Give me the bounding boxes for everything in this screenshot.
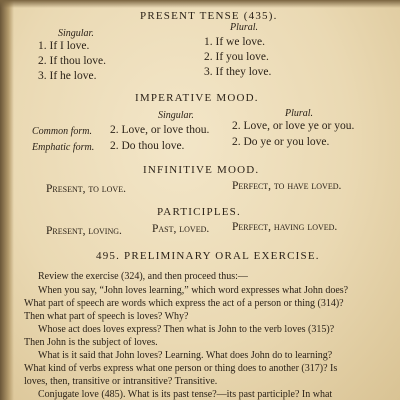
exercise-line-10: Conjugate love (485). What is its past tense?—its past participle? In what — [38, 389, 333, 400]
exercise-line-4: Then what part of speech is loves? Why? — [24, 311, 189, 322]
present-singular-3: 3. If he love. — [38, 70, 97, 82]
present-singular-label: Singular. — [58, 28, 94, 39]
present-plural-3: 3. If they love. — [204, 66, 272, 78]
present-plural-1: 1. If we love. — [204, 36, 265, 48]
present-tense-heading: PRESENT TENSE (435). — [140, 10, 278, 22]
common-form-label: Common form. — [32, 126, 93, 137]
present-singular-2: 2. If thou love. — [38, 55, 107, 67]
imperative-singular-label: Singular. — [158, 110, 194, 121]
exercise-line-3: What part of speech are words which express the act of a person or thing (314)? — [24, 298, 344, 309]
imperative-heading: IMPERATIVE MOOD. — [135, 92, 259, 104]
participle-past: Past, loved. — [152, 223, 210, 235]
page-gutter-shadow — [0, 0, 14, 400]
emphatic-singular: 2. Do thou love. — [110, 140, 185, 152]
infinitive-perfect: Perfect, to have loved. — [232, 180, 342, 192]
participles-heading: PARTICIPLES. — [157, 206, 241, 218]
infinitive-present: Present, to love. — [46, 183, 126, 195]
exercise-line-2: When you say, “John loves learning,” which word expresses what John does? — [38, 285, 349, 296]
exercise-line-8: What kind of verbs express what one person or thing does to another (317)? Is — [24, 363, 338, 374]
common-plural: 2. Love, or love ye or you. — [232, 120, 355, 132]
page-top-shadow — [0, 0, 400, 8]
present-plural-2: 2. If you love. — [204, 51, 269, 63]
present-plural-label: Plural. — [230, 22, 259, 33]
emphatic-plural: 2. Do ye or you love. — [232, 136, 330, 148]
participle-perfect: Perfect, having loved. — [232, 221, 338, 233]
emphatic-form-label: Emphatic form. — [32, 142, 95, 153]
exercise-line-7: What is it said that John loves? Learning. What does John do to learning? — [38, 350, 333, 361]
common-singular: 2. Love, or love thou. — [110, 124, 210, 136]
infinitive-heading: INFINITIVE MOOD. — [143, 164, 260, 176]
exercise-line-1: Review the exercise (324), and then proceed thus:— — [38, 271, 248, 282]
exercise-line-6: Then John is the subject of loves. — [24, 337, 158, 348]
participle-present: Present, loving. — [46, 225, 122, 237]
imperative-plural-label: Plural. — [285, 108, 314, 119]
exercise-line-5: Whose act does loves express? Then what is John to the verb loves (315)? — [38, 324, 335, 335]
present-singular-1: 1. If I love. — [38, 40, 90, 52]
exercise-line-9: loves, then, transitive or intransitive? Transitive. — [24, 376, 218, 387]
exercise-heading: 495. PRELIMINARY ORAL EXERCISE. — [96, 250, 320, 262]
